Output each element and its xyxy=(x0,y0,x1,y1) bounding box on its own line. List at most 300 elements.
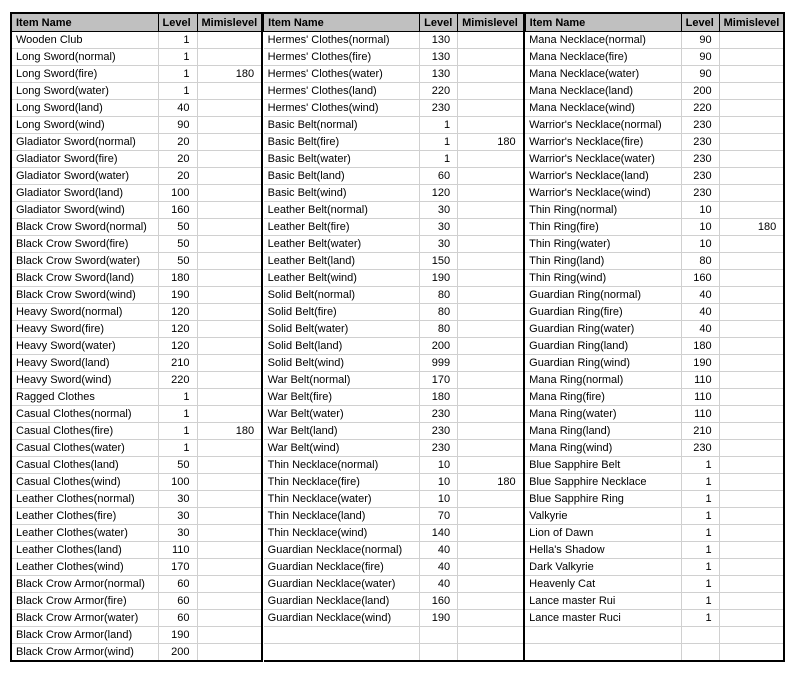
level-cell: 1 xyxy=(681,559,719,576)
table-row xyxy=(264,287,524,304)
table-row xyxy=(11,304,262,321)
mimislevel-cell: 180 xyxy=(458,134,524,151)
item-name-cell: Casual Clothes(land) xyxy=(11,457,158,474)
table-row xyxy=(525,372,784,389)
table-row xyxy=(11,117,262,134)
level-cell: 190 xyxy=(420,270,458,287)
mimislevel-cell xyxy=(197,287,262,304)
level-cell: 1 xyxy=(158,389,197,406)
table-row xyxy=(264,457,524,474)
mimislevel-cell xyxy=(197,321,262,338)
item-name-cell: Solid Belt(normal) xyxy=(264,287,420,304)
level-cell: 110 xyxy=(681,406,719,423)
level-cell: 1 xyxy=(420,117,458,134)
level-cell: 130 xyxy=(420,32,458,49)
table-row xyxy=(525,66,784,83)
level-cell: 120 xyxy=(158,338,197,355)
level-cell: 120 xyxy=(158,304,197,321)
table-row xyxy=(525,32,784,49)
mimislevel-cell xyxy=(458,491,524,508)
mimislevel-cell xyxy=(458,338,524,355)
level-cell: 190 xyxy=(681,355,719,372)
table-row xyxy=(264,253,524,270)
item-name-cell: Black Crow Sword(land) xyxy=(11,270,158,287)
mimislevel-cell xyxy=(458,610,524,627)
item-name-cell: Lance master Rui xyxy=(525,593,681,610)
level-cell: 1 xyxy=(158,66,197,83)
item-name-cell: Guardian Necklace(land) xyxy=(264,593,420,610)
table-row xyxy=(264,576,524,593)
mimislevel-cell xyxy=(197,440,262,457)
column-header-item-name: Item Name xyxy=(264,13,420,32)
level-cell: 50 xyxy=(158,457,197,474)
table-row xyxy=(11,372,262,389)
item-name-cell: Casual Clothes(normal) xyxy=(11,406,158,423)
table-row xyxy=(11,576,262,593)
level-cell: 180 xyxy=(681,338,719,355)
mimislevel-cell xyxy=(197,32,262,49)
table-row xyxy=(264,389,524,406)
mimislevel-cell xyxy=(197,508,262,525)
mimislevel-cell xyxy=(719,355,784,372)
mimislevel-cell xyxy=(458,185,524,202)
item-name-cell: Leather Belt(water) xyxy=(264,236,420,253)
level-cell: 80 xyxy=(420,287,458,304)
item-name-cell: Mana Necklace(fire) xyxy=(525,49,681,66)
item-name-cell: Leather Belt(land) xyxy=(264,253,420,270)
mimislevel-cell xyxy=(719,100,784,117)
level-cell: 40 xyxy=(420,559,458,576)
mimislevel-cell xyxy=(719,525,784,542)
level-cell: 110 xyxy=(158,542,197,559)
level-cell xyxy=(420,627,458,644)
mimislevel-cell xyxy=(719,253,784,270)
level-cell: 1 xyxy=(681,457,719,474)
mimislevel-cell xyxy=(458,83,524,100)
table-row xyxy=(525,236,784,253)
mimislevel-cell xyxy=(458,389,524,406)
table-row xyxy=(264,83,524,100)
table-row xyxy=(525,185,784,202)
table-row xyxy=(525,270,784,287)
level-cell: 50 xyxy=(158,253,197,270)
table-row xyxy=(11,202,262,219)
item-name-cell: Warrior's Necklace(land) xyxy=(525,168,681,185)
mimislevel-cell xyxy=(719,185,784,202)
table-row xyxy=(525,151,784,168)
mimislevel-cell xyxy=(197,457,262,474)
item-name-cell: Casual Clothes(wind) xyxy=(11,474,158,491)
item-name-cell: Mana Necklace(water) xyxy=(525,66,681,83)
item-name-cell: Thin Ring(fire) xyxy=(525,219,681,236)
table-row xyxy=(11,185,262,202)
mimislevel-cell xyxy=(197,236,262,253)
item-name-cell: Dark Valkyrie xyxy=(525,559,681,576)
level-cell: 20 xyxy=(158,168,197,185)
mimislevel-cell xyxy=(458,66,524,83)
level-cell: 230 xyxy=(681,134,719,151)
table-row xyxy=(525,168,784,185)
table-row xyxy=(264,474,524,491)
table-row xyxy=(11,168,262,185)
item-name-cell: Basic Belt(wind) xyxy=(264,185,420,202)
item-name-cell: Thin Ring(normal) xyxy=(525,202,681,219)
level-cell: 90 xyxy=(158,117,197,134)
level-cell: 40 xyxy=(420,542,458,559)
mimislevel-cell xyxy=(197,559,262,576)
mimislevel-cell xyxy=(197,219,262,236)
item-name-cell: Guardian Ring(normal) xyxy=(525,287,681,304)
mimislevel-cell xyxy=(197,304,262,321)
column-header-level: Level xyxy=(420,13,458,32)
level-cell: 230 xyxy=(420,423,458,440)
item-name-cell: Leather Clothes(fire) xyxy=(11,508,158,525)
table-row xyxy=(525,287,784,304)
mimislevel-cell: 180 xyxy=(458,474,524,491)
table-row xyxy=(264,151,524,168)
item-name-cell: Guardian Ring(fire) xyxy=(525,304,681,321)
level-cell: 100 xyxy=(158,185,197,202)
mimislevel-cell xyxy=(458,219,524,236)
level-cell: 110 xyxy=(681,372,719,389)
table-row xyxy=(264,525,524,542)
table-row xyxy=(264,508,524,525)
item-name-cell: Black Crow Sword(normal) xyxy=(11,219,158,236)
level-cell: 30 xyxy=(158,525,197,542)
mimislevel-cell xyxy=(197,168,262,185)
level-cell: 180 xyxy=(420,389,458,406)
table-row xyxy=(11,457,262,474)
table-row xyxy=(525,542,784,559)
mimislevel-cell xyxy=(458,304,524,321)
table-row xyxy=(525,321,784,338)
column-header-level: Level xyxy=(158,13,197,32)
mimislevel-cell xyxy=(197,627,262,644)
table-row xyxy=(11,406,262,423)
table-row xyxy=(11,321,262,338)
level-cell: 170 xyxy=(158,559,197,576)
item-name-cell: Black Crow Armor(normal) xyxy=(11,576,158,593)
item-name-cell: War Belt(water) xyxy=(264,406,420,423)
column-header-level: Level xyxy=(681,13,719,32)
level-cell: 220 xyxy=(158,372,197,389)
mimislevel-cell xyxy=(719,491,784,508)
mimislevel-cell xyxy=(197,610,262,627)
item-name-cell: Ragged Clothes xyxy=(11,389,158,406)
item-name-cell: Basic Belt(water) xyxy=(264,151,420,168)
item-name-cell: Hermes' Clothes(wind) xyxy=(264,100,420,117)
item-name-cell: Guardian Ring(water) xyxy=(525,321,681,338)
table-row xyxy=(525,525,784,542)
level-cell: 30 xyxy=(420,202,458,219)
item-name-cell: Hermes' Clothes(fire) xyxy=(264,49,420,66)
item-name-cell: Long Sword(land) xyxy=(11,100,158,117)
table-row xyxy=(11,151,262,168)
table-row xyxy=(264,185,524,202)
item-name-cell: Long Sword(normal) xyxy=(11,49,158,66)
mimislevel-cell xyxy=(458,270,524,287)
mimislevel-cell xyxy=(458,644,524,662)
column-header-mimislevel: Mimislevel xyxy=(458,13,524,32)
table-row xyxy=(11,525,262,542)
item-name-cell: Leather Clothes(land) xyxy=(11,542,158,559)
item-name-cell: Thin Ring(land) xyxy=(525,253,681,270)
mimislevel-cell xyxy=(458,372,524,389)
mimislevel-cell xyxy=(719,423,784,440)
level-cell: 30 xyxy=(420,219,458,236)
table-row xyxy=(11,83,262,100)
level-cell: 200 xyxy=(420,338,458,355)
mimislevel-cell xyxy=(197,644,262,662)
table-row xyxy=(264,66,524,83)
mimislevel-cell xyxy=(197,134,262,151)
mimislevel-cell xyxy=(458,355,524,372)
item-name-cell: Leather Clothes(water) xyxy=(11,525,158,542)
table-row xyxy=(525,355,784,372)
table-row xyxy=(11,49,262,66)
mimislevel-cell xyxy=(197,474,262,491)
level-cell: 90 xyxy=(681,32,719,49)
item-name-cell: Solid Belt(land) xyxy=(264,338,420,355)
mimislevel-cell xyxy=(719,542,784,559)
table-row xyxy=(525,100,784,117)
item-name-cell: Gladiator Sword(water) xyxy=(11,168,158,185)
item-name-cell: Valkyrie xyxy=(525,508,681,525)
item-name-cell: Blue Sapphire Belt xyxy=(525,457,681,474)
table-row xyxy=(11,423,262,440)
table-row xyxy=(11,508,262,525)
mimislevel-cell xyxy=(197,542,262,559)
level-cell: 1 xyxy=(158,440,197,457)
level-cell: 90 xyxy=(681,49,719,66)
table-row xyxy=(11,559,262,576)
item-name-cell: Guardian Necklace(wind) xyxy=(264,610,420,627)
mimislevel-cell xyxy=(719,168,784,185)
table-row xyxy=(525,219,784,236)
mimislevel-cell xyxy=(458,440,524,457)
level-cell: 220 xyxy=(681,100,719,117)
mimislevel-cell xyxy=(197,253,262,270)
mimislevel-cell xyxy=(197,202,262,219)
level-cell: 10 xyxy=(681,219,719,236)
item-name-cell: Mana Ring(fire) xyxy=(525,389,681,406)
level-cell: 200 xyxy=(158,644,197,662)
item-name-cell: Solid Belt(wind) xyxy=(264,355,420,372)
mimislevel-cell xyxy=(197,491,262,508)
mimislevel-cell xyxy=(719,508,784,525)
item-name-cell: Thin Necklace(land) xyxy=(264,508,420,525)
header-row xyxy=(525,13,784,32)
mimislevel-cell xyxy=(458,559,524,576)
mimislevel-cell xyxy=(719,338,784,355)
mimislevel-cell xyxy=(719,440,784,457)
table-row xyxy=(11,440,262,457)
item-name-cell: Leather Belt(fire) xyxy=(264,219,420,236)
mimislevel-cell xyxy=(719,627,784,644)
table-row xyxy=(11,134,262,151)
level-cell: 10 xyxy=(420,491,458,508)
item-name-cell: Black Crow Armor(water) xyxy=(11,610,158,627)
level-cell: 30 xyxy=(420,236,458,253)
mimislevel-cell xyxy=(197,270,262,287)
column-header-mimislevel: Mimislevel xyxy=(197,13,262,32)
level-cell: 40 xyxy=(158,100,197,117)
table-row xyxy=(525,117,784,134)
level-cell: 130 xyxy=(420,66,458,83)
table-row xyxy=(264,236,524,253)
item-name-cell: Black Crow Sword(wind) xyxy=(11,287,158,304)
level-cell: 40 xyxy=(420,576,458,593)
item-name-cell xyxy=(264,627,420,644)
table-row xyxy=(11,66,262,83)
item-name-cell: Mana Ring(water) xyxy=(525,406,681,423)
item-name-cell: Hermes' Clothes(water) xyxy=(264,66,420,83)
level-cell: 80 xyxy=(420,321,458,338)
mimislevel-cell xyxy=(719,474,784,491)
item-name-cell: Hermes' Clothes(normal) xyxy=(264,32,420,49)
mimislevel-cell xyxy=(197,151,262,168)
mimislevel-cell xyxy=(719,304,784,321)
table-row xyxy=(11,593,262,610)
table-row xyxy=(11,338,262,355)
table-row xyxy=(525,83,784,100)
level-cell: 1 xyxy=(681,542,719,559)
table-row xyxy=(264,372,524,389)
table-row xyxy=(11,287,262,304)
item-name-cell: Black Crow Armor(wind) xyxy=(11,644,158,662)
item-name-cell: Basic Belt(fire) xyxy=(264,134,420,151)
level-cell: 20 xyxy=(158,134,197,151)
table-row xyxy=(264,491,524,508)
level-cell: 1 xyxy=(681,610,719,627)
item-name-cell: Gladiator Sword(wind) xyxy=(11,202,158,219)
item-table-1 xyxy=(10,12,263,662)
table-row xyxy=(525,610,784,627)
level-cell: 160 xyxy=(420,593,458,610)
table-row xyxy=(264,100,524,117)
level-cell: 999 xyxy=(420,355,458,372)
level-cell: 170 xyxy=(420,372,458,389)
item-name-cell: Thin Necklace(wind) xyxy=(264,525,420,542)
level-cell: 90 xyxy=(681,66,719,83)
column-header-mimislevel: Mimislevel xyxy=(719,13,784,32)
table-row xyxy=(11,219,262,236)
table-row xyxy=(264,627,524,644)
level-cell: 190 xyxy=(158,287,197,304)
mimislevel-cell xyxy=(458,321,524,338)
table-row xyxy=(525,389,784,406)
item-name-cell: Mana Ring(land) xyxy=(525,423,681,440)
mimislevel-cell xyxy=(458,457,524,474)
level-cell: 220 xyxy=(420,83,458,100)
level-cell: 230 xyxy=(681,168,719,185)
level-cell: 1 xyxy=(681,593,719,610)
table-row xyxy=(264,32,524,49)
table-row xyxy=(11,491,262,508)
level-cell: 10 xyxy=(681,202,719,219)
mimislevel-cell xyxy=(197,593,262,610)
item-table-3 xyxy=(525,12,786,662)
item-name-cell: Mana Ring(normal) xyxy=(525,372,681,389)
item-name-cell: Gladiator Sword(land) xyxy=(11,185,158,202)
table-row xyxy=(264,644,524,662)
table-row xyxy=(264,338,524,355)
level-cell: 60 xyxy=(158,593,197,610)
table-row xyxy=(264,270,524,287)
item-name-cell: Leather Clothes(wind) xyxy=(11,559,158,576)
mimislevel-cell xyxy=(197,83,262,100)
mimislevel-cell xyxy=(197,117,262,134)
mimislevel-cell xyxy=(719,321,784,338)
item-name-cell: Long Sword(water) xyxy=(11,83,158,100)
item-name-cell: Guardian Necklace(water) xyxy=(264,576,420,593)
table-row xyxy=(264,355,524,372)
mimislevel-cell xyxy=(719,287,784,304)
mimislevel-cell xyxy=(719,83,784,100)
mimislevel-cell xyxy=(197,406,262,423)
level-cell: 60 xyxy=(158,610,197,627)
level-cell: 1 xyxy=(681,474,719,491)
item-name-cell: Black Crow Armor(land) xyxy=(11,627,158,644)
mimislevel-cell xyxy=(719,49,784,66)
table-row xyxy=(264,542,524,559)
level-cell: 210 xyxy=(681,423,719,440)
item-name-cell: Heavy Sword(land) xyxy=(11,355,158,372)
item-name-cell: Casual Clothes(water) xyxy=(11,440,158,457)
mimislevel-cell xyxy=(719,389,784,406)
mimislevel-cell xyxy=(719,134,784,151)
mimislevel-cell xyxy=(719,576,784,593)
table-row xyxy=(11,542,262,559)
item-name-cell: Mana Necklace(land) xyxy=(525,83,681,100)
level-cell xyxy=(681,627,719,644)
item-name-cell: Heavy Sword(water) xyxy=(11,338,158,355)
level-cell: 60 xyxy=(158,576,197,593)
level-cell: 10 xyxy=(681,236,719,253)
level-cell: 1 xyxy=(681,508,719,525)
item-name-cell: Leather Belt(normal) xyxy=(264,202,420,219)
item-name-cell: Black Crow Sword(fire) xyxy=(11,236,158,253)
level-cell: 120 xyxy=(420,185,458,202)
table-row xyxy=(11,236,262,253)
table-row xyxy=(264,304,524,321)
table-row xyxy=(525,304,784,321)
table-row xyxy=(264,134,524,151)
table-row xyxy=(11,253,262,270)
mimislevel-cell xyxy=(719,202,784,219)
item-name-cell: Guardian Necklace(normal) xyxy=(264,542,420,559)
table-row xyxy=(525,644,784,662)
level-cell: 1 xyxy=(681,576,719,593)
item-name-cell: Lance master Ruci xyxy=(525,610,681,627)
item-name-cell: Lion of Dawn xyxy=(525,525,681,542)
mimislevel-cell xyxy=(719,236,784,253)
mimislevel-cell xyxy=(458,253,524,270)
level-cell: 50 xyxy=(158,219,197,236)
level-cell: 1 xyxy=(158,49,197,66)
level-cell: 230 xyxy=(420,406,458,423)
level-cell: 10 xyxy=(420,474,458,491)
mimislevel-cell xyxy=(719,372,784,389)
mimislevel-cell xyxy=(197,372,262,389)
item-name-cell: Hella's Shadow xyxy=(525,542,681,559)
table-row xyxy=(525,576,784,593)
table-row xyxy=(264,202,524,219)
mimislevel-cell xyxy=(458,202,524,219)
level-cell: 1 xyxy=(158,406,197,423)
item-name-cell: Leather Belt(wind) xyxy=(264,270,420,287)
item-name-cell: War Belt(fire) xyxy=(264,389,420,406)
